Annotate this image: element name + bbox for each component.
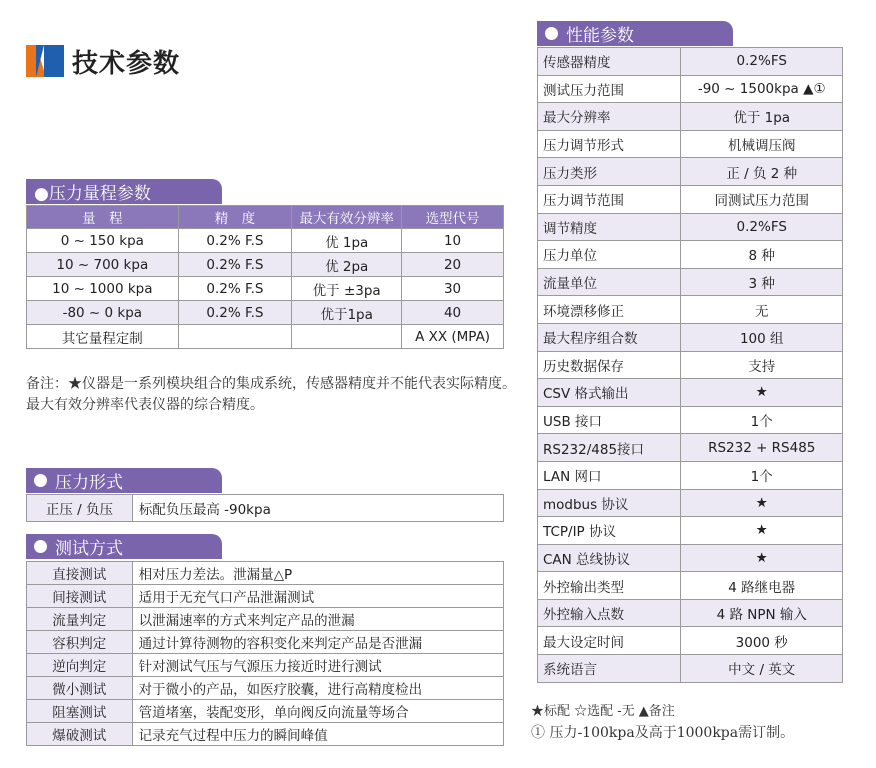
- table-row: [27, 562, 504, 585]
- pressure-form-title: 压力形式: [55, 473, 123, 493]
- column-header: 精 度: [178, 206, 292, 229]
- spec-name: 外控输入点数: [538, 599, 681, 627]
- spec-value: ★: [681, 544, 843, 572]
- spec-name: 调节精度: [538, 213, 681, 241]
- spec-name: 环境漂移修正: [538, 296, 681, 324]
- column-header: 最大有效分辨率: [292, 206, 402, 229]
- spec-value: 0.2%FS: [681, 48, 843, 76]
- spec-value: ★: [681, 517, 843, 545]
- spec-name: 压力调节范围: [538, 185, 681, 213]
- performance-table: [537, 47, 843, 683]
- range-note: 备注：★仪器是一系列模块组合的集成系统，传感器精度并不能代表实际精度。最大有效分辨率代表仪器的综合精度。: [26, 376, 516, 413]
- table-cell: 10 ~ 1000 kpa: [27, 277, 179, 301]
- spec-name: 系统语言: [538, 655, 681, 683]
- page-title: 技术参数: [72, 48, 181, 79]
- table-row: [538, 572, 843, 600]
- table-row: [538, 48, 843, 76]
- spec-name: 压力调节形式: [538, 130, 681, 158]
- table-row: [538, 185, 843, 213]
- spec-value: 1个: [681, 406, 843, 434]
- test-methods-header: [26, 534, 222, 559]
- table-row: [538, 241, 843, 269]
- table-row: [538, 323, 843, 351]
- method-description: 针对测试气压与气源压力接近时进行测试: [132, 654, 503, 677]
- pressure-form-header: [26, 468, 222, 493]
- spec-value: 机械调压阀: [681, 130, 843, 158]
- spec-value: 支持: [681, 351, 843, 379]
- table-row: [538, 544, 843, 572]
- table-row: [27, 495, 504, 522]
- table-cell: 10 ~ 700 kpa: [27, 253, 179, 277]
- spec-value: 4 路 NPN 输入: [681, 599, 843, 627]
- table-row: [538, 627, 843, 655]
- table-row: [538, 130, 843, 158]
- table-row: [538, 489, 843, 517]
- table-row: [538, 434, 843, 462]
- table-row: [27, 277, 504, 301]
- table-cell: 0.2% F.S: [178, 301, 292, 325]
- table-row: [538, 158, 843, 186]
- spec-name: 传感器精度: [538, 48, 681, 76]
- table-row: [27, 301, 504, 325]
- spec-name: 压力类形: [538, 158, 681, 186]
- table-cell: 优 1pa: [292, 229, 402, 253]
- table-row: [27, 608, 504, 631]
- range-table: [26, 205, 504, 349]
- method-description: 记录充气过程中压力的瞬间峰值: [132, 723, 503, 746]
- spec-name: 测试压力范围: [538, 75, 681, 103]
- bullet-icon: [34, 540, 47, 553]
- performance-title: 性能参数: [566, 26, 634, 46]
- page-title-block: [26, 42, 180, 80]
- spec-value: 同测试压力范围: [681, 185, 843, 213]
- column-header: 选型代号: [402, 206, 504, 229]
- spec-value: 3000 秒: [681, 627, 843, 655]
- table-cell: A XX (MPA): [402, 325, 504, 349]
- table-cell: 30: [402, 277, 504, 301]
- table-cell: 0.2% F.S: [178, 253, 292, 277]
- table-cell: 优于1pa: [292, 301, 402, 325]
- legend-text: ★标配 ☆选配 -无 ▲备注: [531, 704, 675, 719]
- method-description: 以泄漏速率的方式来判定产品的泄漏: [132, 608, 503, 631]
- spec-name: CAN 总线协议: [538, 544, 681, 572]
- table-cell: 优于 ±3pa: [292, 277, 402, 301]
- spec-value: 无: [681, 296, 843, 324]
- method-description: 对于微小的产品，如医疗胶囊，进行高精度检出: [132, 677, 503, 700]
- method-description: 管道堵塞，装配变形，单向阀反向流量等场合: [132, 700, 503, 723]
- spec-value: 3 种: [681, 268, 843, 296]
- spec-value: RS232 + RS485: [681, 434, 843, 462]
- test-methods-table: [26, 561, 504, 746]
- spec-name: 最大程序组合数: [538, 323, 681, 351]
- table-row: [27, 253, 504, 277]
- pressure-form-table: [26, 494, 504, 522]
- method-description: 通过计算待测物的容积变化来判定产品是否泄漏: [132, 631, 503, 654]
- method-description: 适用于无充气口产品泄漏测试: [132, 585, 503, 608]
- table-row: [27, 677, 504, 700]
- method-name: 流量判定: [27, 608, 133, 631]
- table-cell: 20: [402, 253, 504, 277]
- table-row: [27, 631, 504, 654]
- method-description: 相对压力差法。泄漏量△P: [132, 562, 503, 585]
- spec-name: 压力单位: [538, 241, 681, 269]
- table-cell: -80 ~ 0 kpa: [27, 301, 179, 325]
- method-name: 逆向判定: [27, 654, 133, 677]
- spec-name: 最大设定时间: [538, 627, 681, 655]
- spec-name: 历史数据保存: [538, 351, 681, 379]
- method-name: 直接测试: [27, 562, 133, 585]
- method-name: 阻塞测试: [27, 700, 133, 723]
- table-row: [27, 700, 504, 723]
- table-cell: 10: [402, 229, 504, 253]
- spec-name: RS232/485接口: [538, 434, 681, 462]
- table-row: [538, 379, 843, 407]
- table-cell: 0.2% F.S: [178, 229, 292, 253]
- spec-name: LAN 网口: [538, 461, 681, 489]
- table-cell: 40: [402, 301, 504, 325]
- column-header: 量 程: [27, 206, 179, 229]
- table-row: [538, 296, 843, 324]
- table-row: [538, 655, 843, 683]
- spec-value: ★: [681, 379, 843, 407]
- table-cell: [178, 325, 292, 349]
- table-row: [538, 351, 843, 379]
- spec-value: 优于 1pa: [681, 103, 843, 131]
- table-row: [538, 517, 843, 545]
- method-name: 爆破测试: [27, 723, 133, 746]
- spec-name: USB 接口: [538, 406, 681, 434]
- table-row: [538, 75, 843, 103]
- bullet-icon: [545, 27, 558, 40]
- spec-value: 0.2%FS: [681, 213, 843, 241]
- brand-logo-icon: [26, 45, 64, 77]
- method-name: 间接测试: [27, 585, 133, 608]
- table-row: [27, 325, 504, 349]
- table-row: [538, 599, 843, 627]
- table-row: [538, 461, 843, 489]
- table-row: [27, 654, 504, 677]
- table-row: [538, 268, 843, 296]
- spec-value: 中文 / 英文: [681, 655, 843, 683]
- table-cell: 优 2pa: [292, 253, 402, 277]
- spec-name: CSV 格式输出: [538, 379, 681, 407]
- table-row: [27, 723, 504, 746]
- table-row: [538, 406, 843, 434]
- spec-value: 1个: [681, 461, 843, 489]
- range-section-title: ●压力量程参数: [34, 184, 151, 204]
- table-row: [538, 103, 843, 131]
- spec-name: TCP/IP 协议: [538, 517, 681, 545]
- table-cell: 其它量程定制: [27, 325, 179, 349]
- table-cell: 0 ~ 150 kpa: [27, 229, 179, 253]
- spec-value: 100 组: [681, 323, 843, 351]
- spec-name: 最大分辨率: [538, 103, 681, 131]
- test-methods-title: 测试方式: [55, 539, 123, 559]
- performance-header: [537, 21, 733, 46]
- method-name: 微小测试: [27, 677, 133, 700]
- pressure-form-key: 正压 / 负压: [27, 495, 133, 522]
- table-cell: [292, 325, 402, 349]
- spec-name: modbus 协议: [538, 489, 681, 517]
- table-row: [27, 585, 504, 608]
- pressure-form-value: 标配负压最高 -90kpa: [132, 495, 503, 522]
- spec-value: -90 ~ 1500kpa ▲①: [681, 75, 843, 103]
- footnote-text: ① 压力-100kpa及高于1000kpa需订制。: [531, 725, 795, 741]
- spec-value: 8 种: [681, 241, 843, 269]
- range-section-header: [26, 179, 222, 204]
- table-row: [27, 229, 504, 253]
- spec-value: 正 / 负 2 种: [681, 158, 843, 186]
- spec-value: 4 路继电器: [681, 572, 843, 600]
- range-table-header: [27, 206, 504, 229]
- table-row: [538, 213, 843, 241]
- method-name: 容积判定: [27, 631, 133, 654]
- spec-name: 外控输出类型: [538, 572, 681, 600]
- table-cell: 0.2% F.S: [178, 277, 292, 301]
- bullet-icon: [34, 474, 47, 487]
- spec-value: ★: [681, 489, 843, 517]
- spec-name: 流量单位: [538, 268, 681, 296]
